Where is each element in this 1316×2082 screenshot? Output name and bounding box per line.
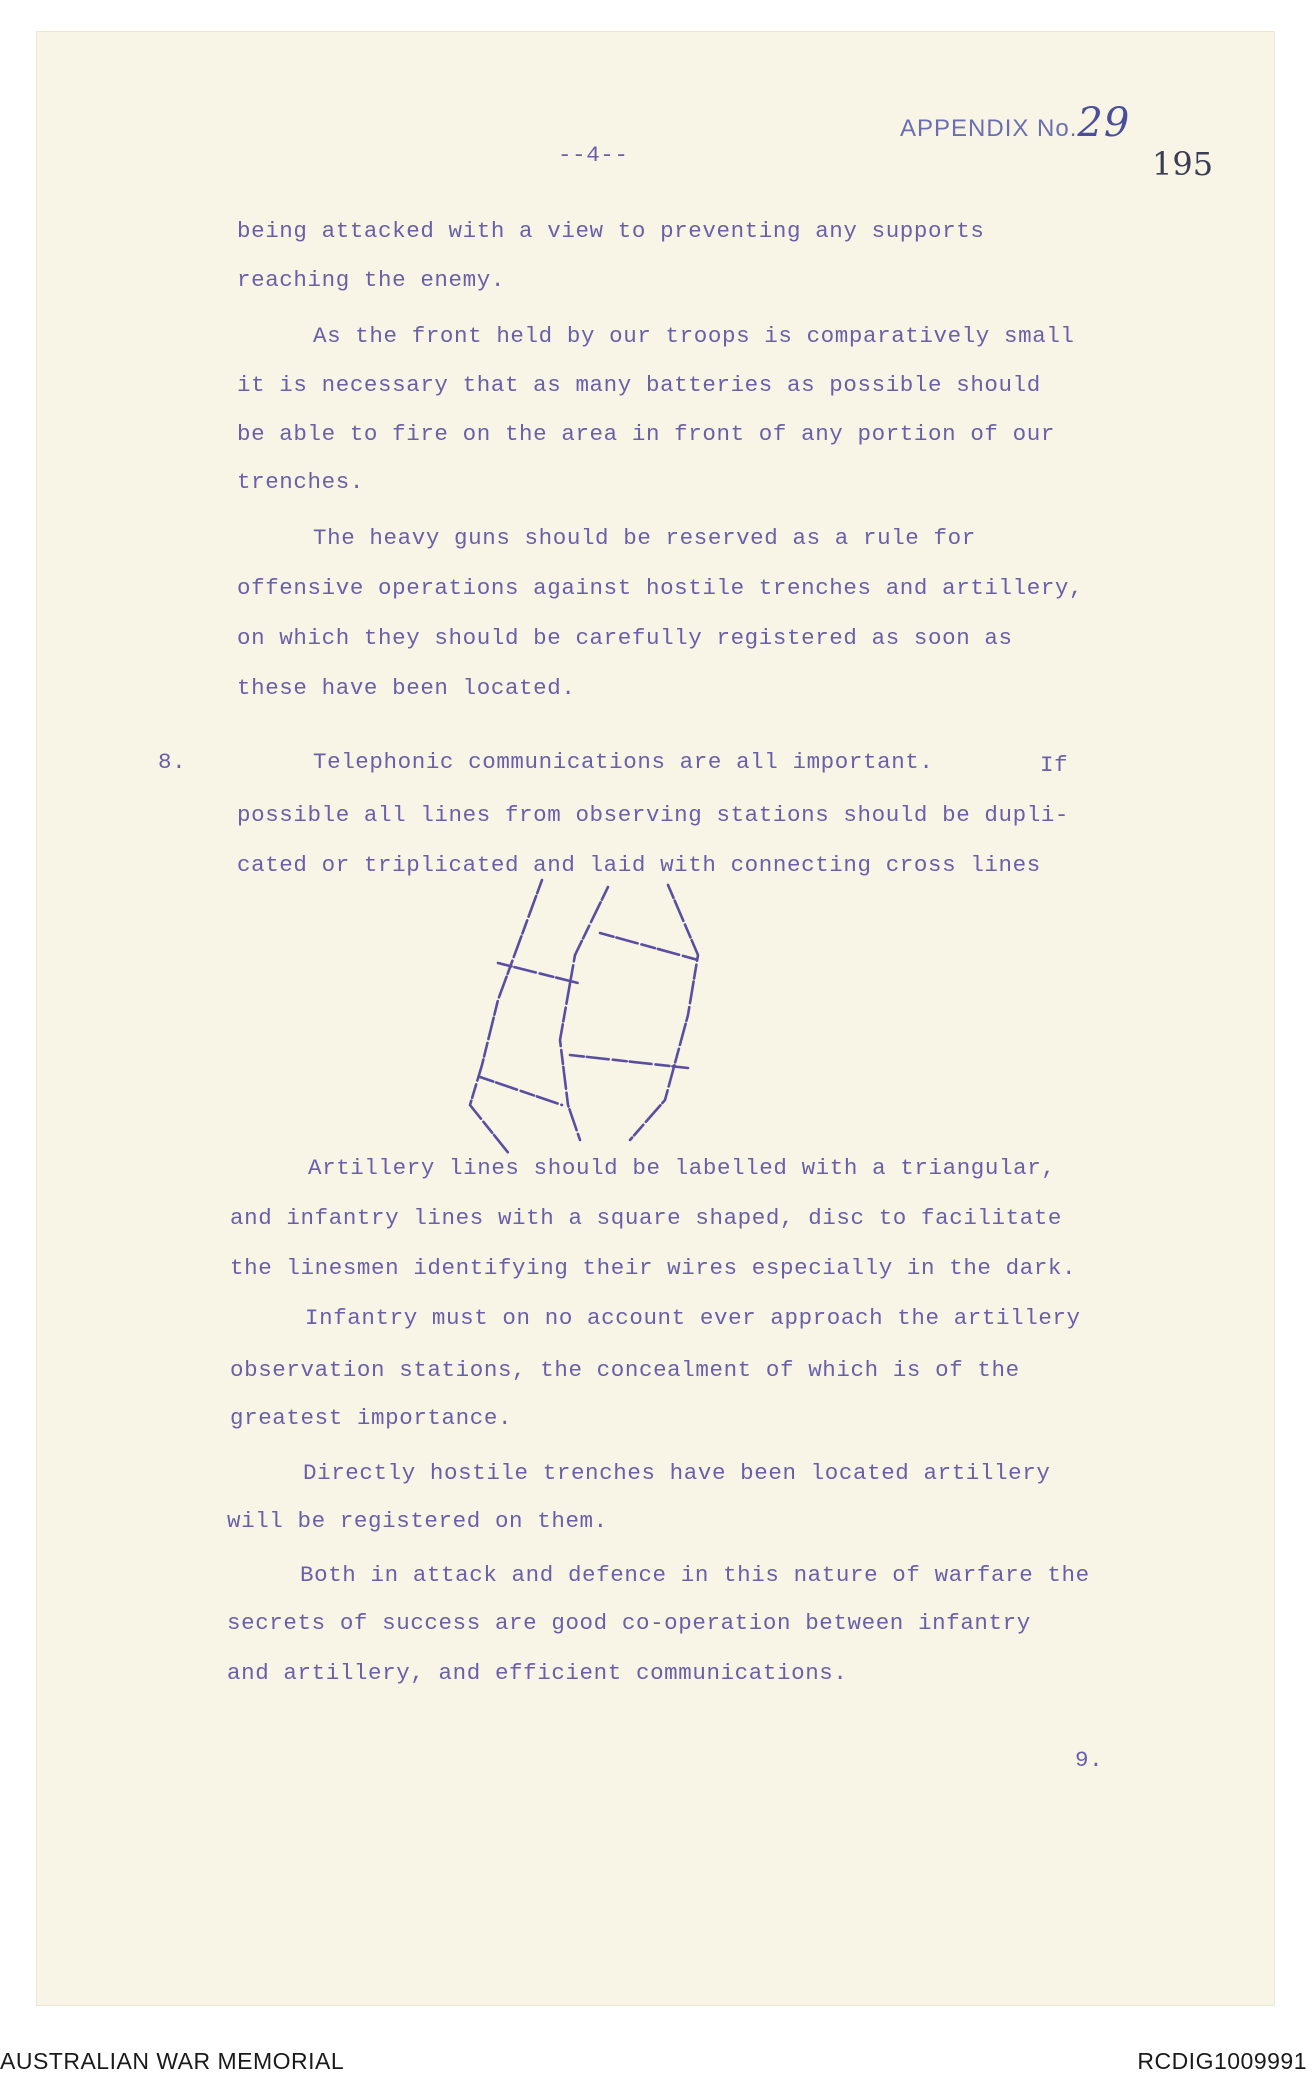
text-line: these have been located. (237, 675, 576, 701)
diagram-line (630, 885, 698, 1140)
text-line: Infantry must on no account ever approach the artillery (305, 1305, 1081, 1331)
appendix-number: 29 (1077, 100, 1131, 146)
page-marker: --4-- (558, 142, 629, 168)
text-line: and artillery, and efficient communications. (227, 1660, 848, 1686)
text-line: reaching the enemy. (237, 267, 505, 293)
diagram-line (560, 887, 608, 1140)
text-line: The heavy guns should be reserved as a rule for (313, 525, 976, 551)
diagram-line (470, 880, 542, 1155)
text-line: will be registered on them. (227, 1508, 608, 1534)
text-line: being attacked with a view to preventing any supports (237, 218, 985, 244)
diagram-line (480, 1077, 562, 1105)
text-line: it is necessary that as many batteries as possible should (237, 372, 1041, 398)
footer-reference: RCDIG1009991 (1137, 2048, 1307, 2074)
text-line: and infantry lines with a square shaped, disc to facilitate (230, 1205, 1063, 1231)
text-line: Directly hostile trenches have been located artillery (303, 1460, 1051, 1486)
folio-number: 195 (1152, 145, 1214, 183)
text-line: Both in attack and defence in this nature of warfare the (300, 1562, 1090, 1588)
appendix-stamp-label: APPENDIX No. (900, 115, 1078, 142)
text-line: greatest importance. (230, 1405, 513, 1431)
cross-lines-diagram (450, 865, 770, 1165)
text-line: cated or triplicated and laid with connecting cross lines (237, 852, 1041, 878)
diagram-line (498, 963, 578, 983)
text-line: Telephonic communications are all important. (313, 749, 934, 775)
appendix-stamp (900, 100, 1130, 146)
diagram-line (570, 1055, 688, 1068)
text-line: secrets of success are good co-operation between infantry (227, 1610, 1031, 1636)
text-line: As the front held by our troops is comparatively small (313, 323, 1075, 349)
text-line: on which they should be carefully registered as soon as (237, 625, 1013, 651)
text-line: If (1040, 752, 1069, 778)
text-line: offensive operations against hostile trenches and artillery, (237, 575, 1084, 601)
text-line: observation stations, the concealment of which is of the (230, 1357, 1020, 1383)
text-line: be able to fire on the area in front of any portion of our (237, 421, 1055, 447)
text-line: Artillery lines should be labelled with a triangular, (308, 1155, 1056, 1181)
text-line: possible all lines from observing stations should be dupli- (237, 802, 1070, 828)
footer-institution: AUSTRALIAN WAR MEMORIAL (0, 2048, 345, 2074)
text-line: trenches. (237, 469, 364, 495)
next-paragraph-catchword: 9. (1075, 1747, 1104, 1773)
text-line: the linesmen identifying their wires especially in the dark. (230, 1255, 1077, 1281)
paragraph-number: 8. (158, 749, 187, 775)
diagram-line (600, 933, 698, 960)
